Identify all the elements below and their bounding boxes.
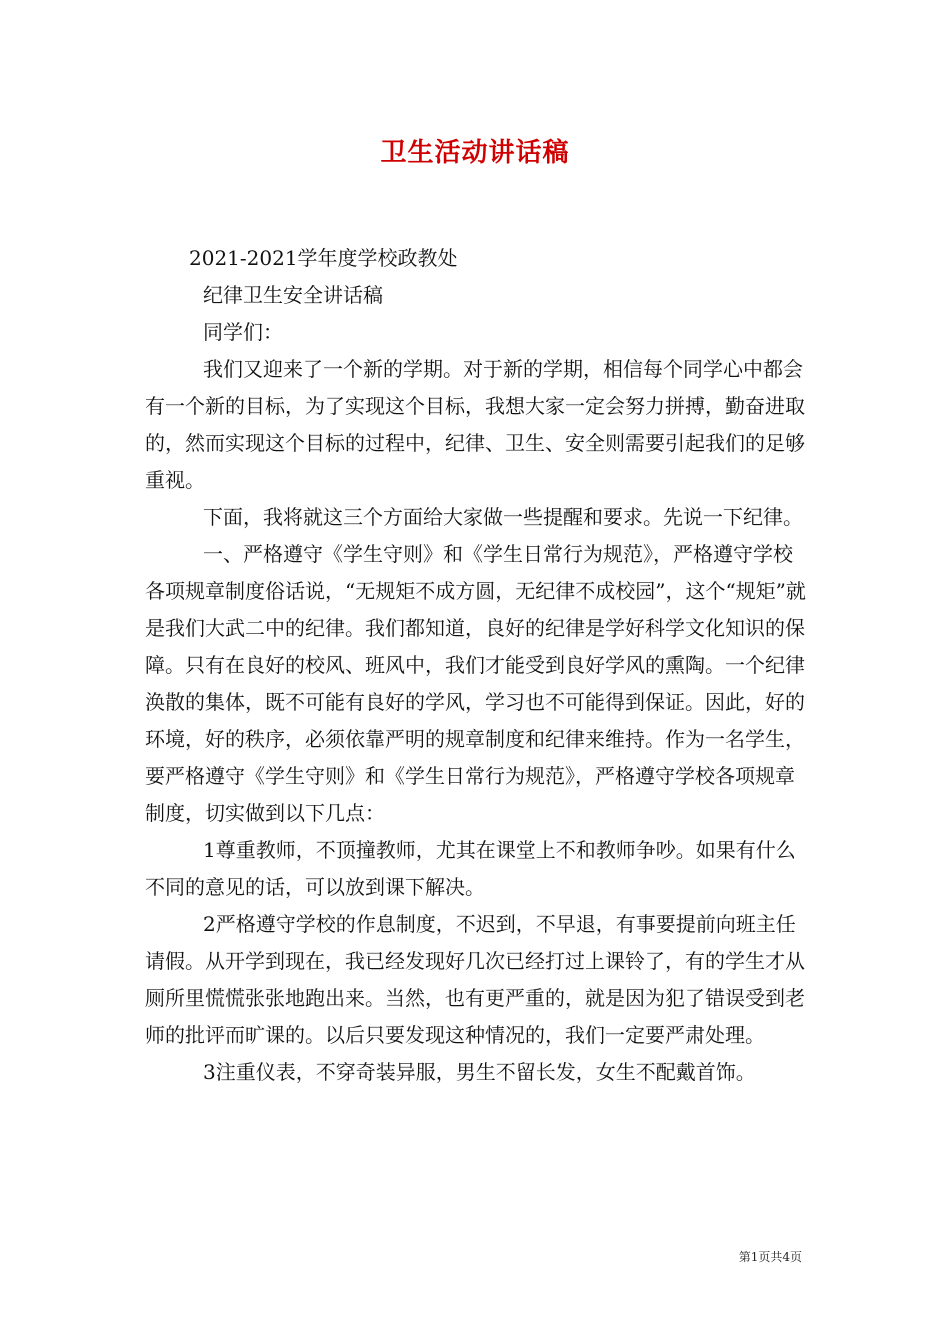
paragraph: 下面，我将就这三个方面给大家做一些提醒和要求。先说一下纪律。 bbox=[203, 505, 803, 529]
paragraph: 一、严格遵守《学生守则》和《学生日常行为规范》，严格遵守学校各项规章制度俗话说，“无规矩不成方圆，无纪律不成校园”，这个“规矩”就是我们大武二中的纪律。我们都知道，良好的纪律是学好科学文化知识的保障。只有在良好的校风、班风中，我们才能受到良好学风的熏陶。一个纪律涣散的集体，既不可能有良好的学风，学习也不可能得到保证。因此，好的环境，好的秩序，必须依靠严明的规章制度和纪律来维持。作为一名学生，要严格遵守《学生守则》和《学生日常行为规范》，严格遵守学校各项规章制度，切实做到以下几点： bbox=[145, 542, 806, 825]
paragraph: 我们又迎来了一个新的学期。对于新的学期，相信每个同学心中都会有一个新的目标，为了实现这个目标，我想大家一定会努力拼搏，勤奋进取的，然而实现这个目标的过程中，纪律、卫生、安全则需要引起我们的足够重视。 bbox=[145, 357, 805, 492]
document-body bbox=[145, 240, 810, 1091]
page-number: 第1页共4页 bbox=[738, 1250, 802, 1264]
paragraph-greeting: 同学们： bbox=[203, 320, 283, 344]
paragraph: 1尊重教师，不顶撞教师，尤其在课堂上不和教师争吵。如果有什么不同的意见的话，可以放到课下解决。 bbox=[145, 838, 796, 899]
paragraph-header: 2021-2021学年度学校政教处 bbox=[189, 246, 458, 270]
paragraph: 3注重仪表，不穿奇装异服，男生不留长发，女生不配戴首饰。 bbox=[203, 1060, 756, 1084]
paragraph: 2严格遵守学校的作息制度，不迟到，不早退，有事要提前向班主任请假。从开学到现在，我已经发现好几次已经打过上课铃了，有的学生才从厕所里慌慌张张地跑出来。当然，也有更严重的，就是因为犯了错误受到老师的批评而旷课的。以后只要发现这种情况的，我们一定要严肃处理。 bbox=[145, 912, 805, 1047]
paragraph-subtitle: 纪律卫生安全讲话稿 bbox=[203, 283, 383, 307]
document-title: 卫生活动讲话稿 bbox=[380, 138, 570, 168]
